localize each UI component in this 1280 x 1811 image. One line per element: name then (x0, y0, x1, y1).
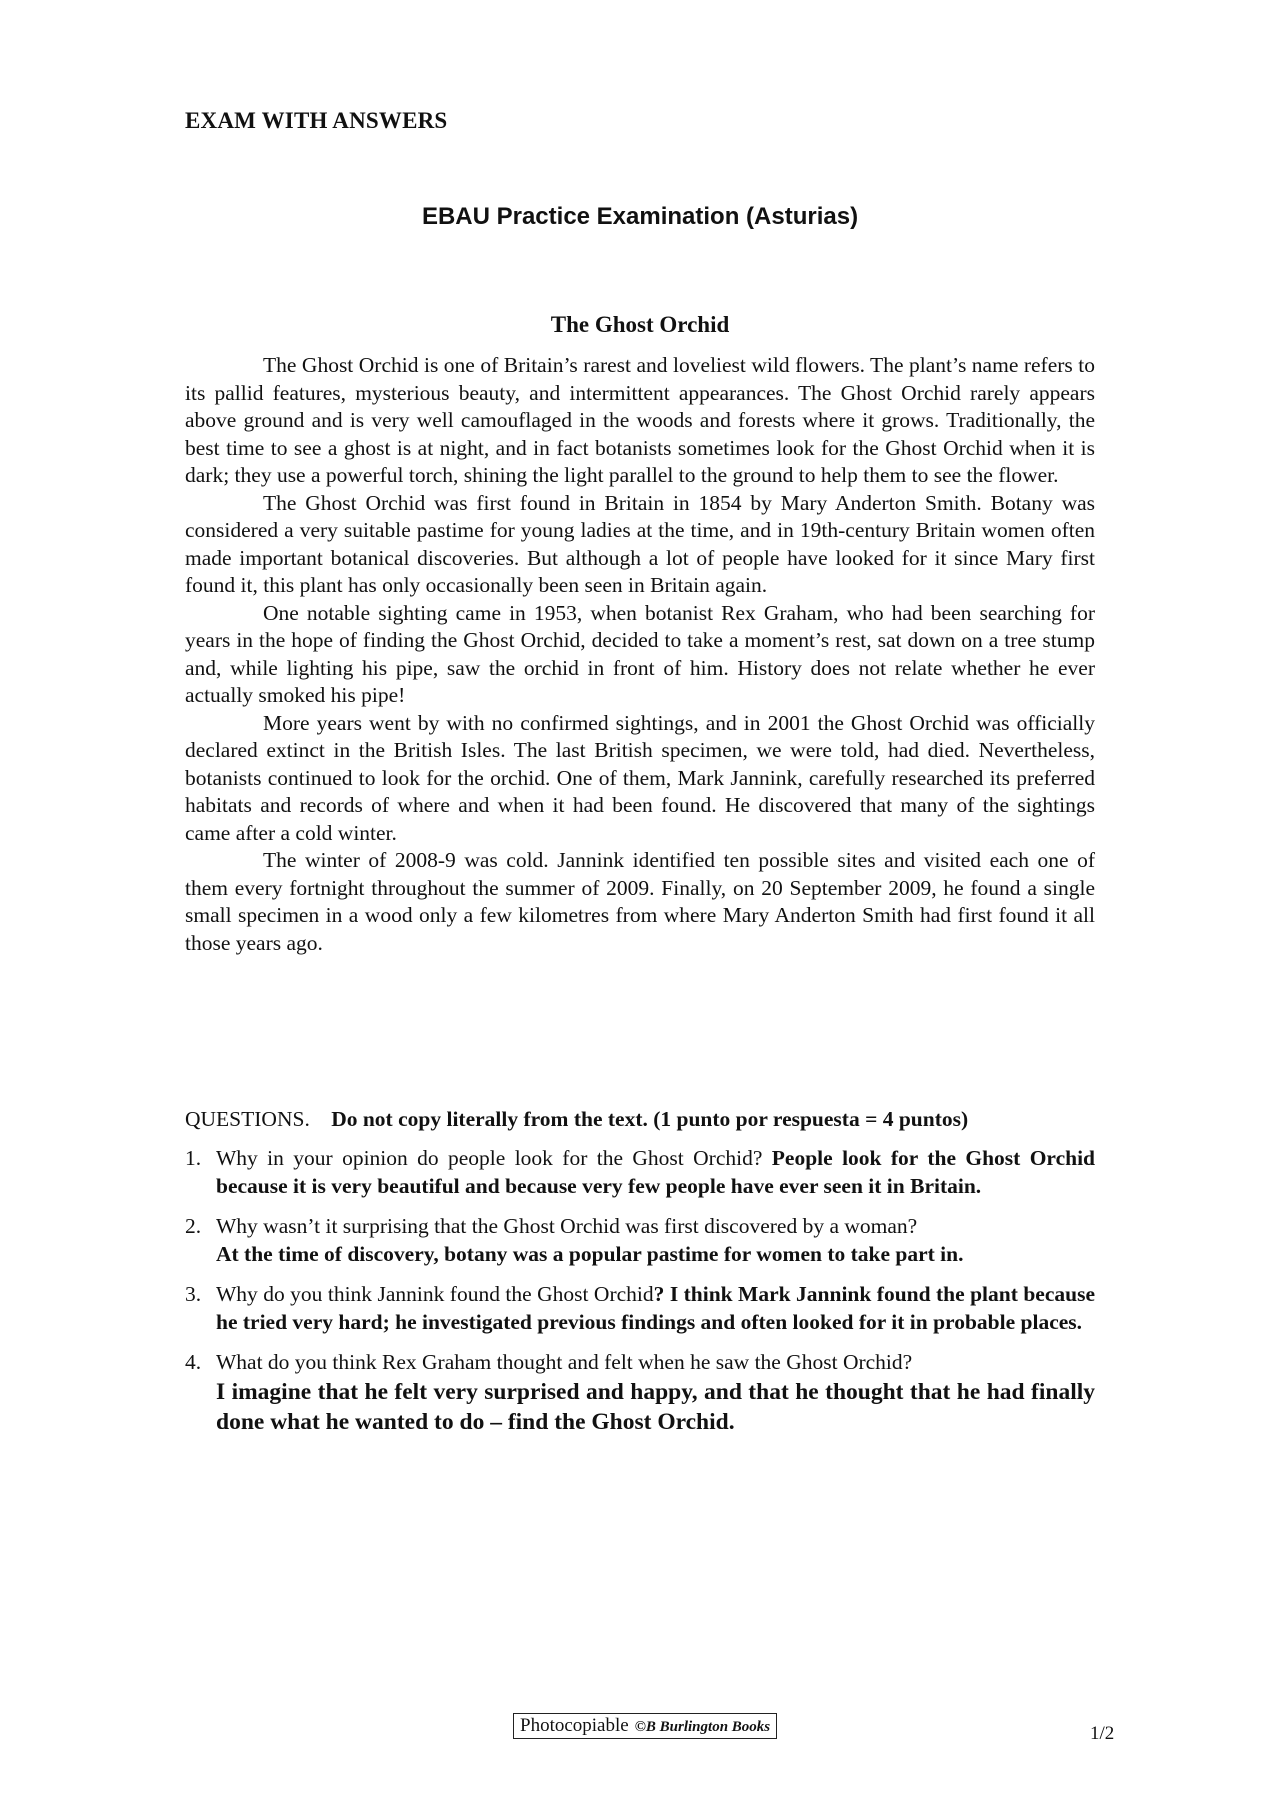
passage-paragraph-3: One notable sighting came in 1953, when botanist Rex Graham, who had been searching for years in the hope of finding the Ghost Orchid, decided to take a moment’s rest, sat down on a tree stump and, while lighting his pipe, saw the orchid in front of him. History does not relate whether he ever actually smoked his pipe! (185, 600, 1095, 707)
questions-instruction: Do not copy literally from the text. (1 punto por respuesta = 4 puntos) (331, 1107, 969, 1131)
copyright-box (513, 1713, 777, 1739)
question-number: 4. (185, 1350, 202, 1374)
answer-text: At the time of discovery, botany was a popular pastime for women to take part in. (216, 1241, 964, 1266)
exam-title: EBAU Practice Examination (Asturias) (421, 203, 859, 230)
questions-section (185, 1105, 1095, 1450)
publisher-copyright: ©B Burlington Books (634, 1719, 771, 1735)
question-number: 1. (185, 1146, 202, 1170)
answer-text: People look for the Ghost Orchid because it is very beautiful and because very few people have ever seen it in Britain. (216, 1146, 1096, 1198)
passage-paragraph-4: More years went by with no confirmed sightings, and in 2001 the Ghost Orchid was officially declared extinct in the British Isles. The last British specimen, we were told, had died. Nevertheless, botanists continued to look for the orchid. One of them, Mark Jannink, carefully researched its preferred habitats and records of where and when it had been found. He discovered that many of the sightings came after a cold winter. (185, 710, 1095, 845)
questions-header (185, 1105, 1095, 1133)
question-text: Why wasn’t it surprising that the Ghost Orchid was first discovered by a woman? (216, 1214, 918, 1238)
question-item-3 (185, 1281, 1095, 1336)
passage-paragraph-2: The Ghost Orchid was first found in Britain in 1854 by Mary Anderton Smith. Botany was considered a very suitable pastime for young ladies at the time, and in 19th-century Britain women often made important botanical discoveries. But although a lot of people have looked for it since Mary first found it, this plant has only occasionally been seen in Britain again. (185, 490, 1095, 597)
questions-heading: QUESTIONS. (185, 1107, 310, 1131)
question-number: 2. (185, 1214, 202, 1238)
answer-text: ? I think Mark Jannink found the plant because he tried very hard; he investigated previous findings and often looked for it in probable places. (216, 1282, 1095, 1334)
photocopiable-label: Photocopiable (520, 1715, 629, 1736)
question-item-4 (185, 1349, 1095, 1437)
question-item-2 (185, 1213, 1095, 1268)
question-number: 3. (185, 1282, 202, 1306)
exam-label: EXAM WITH ANSWERS (185, 108, 448, 133)
passage-title: The Ghost Orchid (550, 312, 730, 337)
passage-paragraph-1: The Ghost Orchid is one of Britain’s rarest and loveliest wild flowers. The plant’s name refers to its pallid features, mysterious beauty, and intermittent appearances. The Ghost Orchid rarely appears above ground and is very well camouflaged in the woods and forests where it grows. Traditionally, the best time to see a ghost is at night, and in fact botanists sometimes look for the Ghost Orchid when it is dark; they use a powerful torch, shining the light parallel to the ground to help them to see the flower. (185, 353, 1095, 487)
page-number: 1/2 (1090, 1723, 1115, 1744)
question-text: What do you think Rex Graham thought and felt when he saw the Ghost Orchid? (216, 1350, 913, 1374)
passage-paragraph-5: The winter of 2008-9 was cold. Jannink identified ten possible sites and visited each one of them every fortnight throughout the summer of 2009. Finally, on 20 September 2009, he found a single small specimen in a wood only a few kilometres from where Mary Anderton Smith had first found it all those years ago. (185, 848, 1095, 955)
question-list (185, 1145, 1095, 1437)
reading-passage (185, 310, 1095, 957)
question-item-1 (185, 1145, 1095, 1200)
answer-text: I imagine that he felt very surprised and happy, and that he thought that he had finally done what he wanted to do – find the Ghost Orchid. (216, 1378, 1095, 1435)
question-text: Why in your opinion do people look for the Ghost Orchid? (216, 1146, 763, 1170)
question-text: Why do you think Jannink found the Ghost Orchid (216, 1282, 654, 1306)
